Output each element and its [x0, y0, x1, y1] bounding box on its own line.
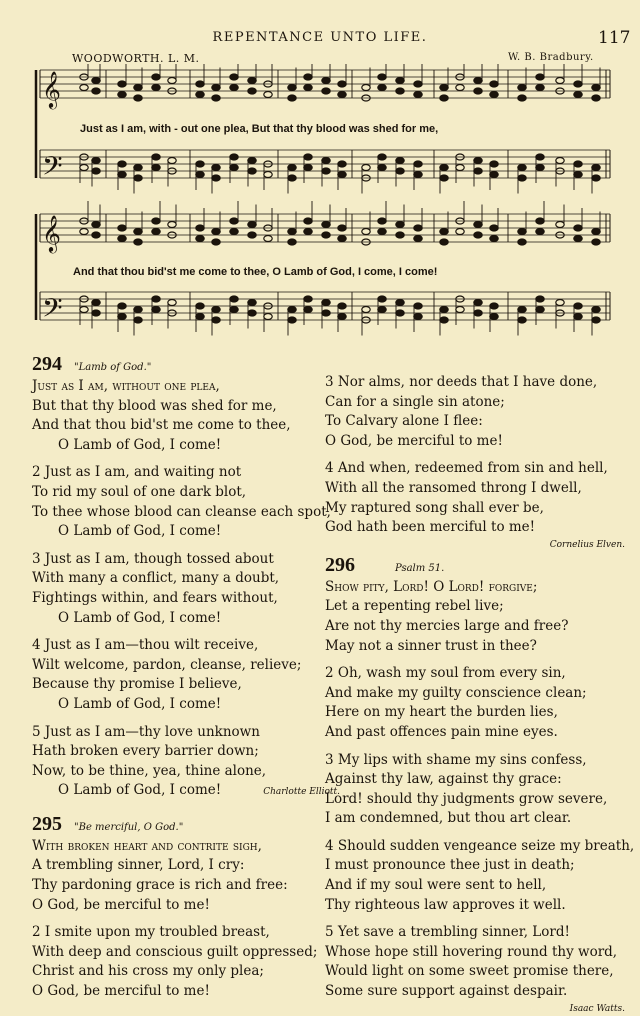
page-number: 117	[598, 28, 631, 48]
verse-line: And make my guilty conscience clean;	[325, 684, 587, 701]
verse-line: But that thy blood was shed for me,	[32, 397, 277, 414]
verse-line: And if my soul were sent to hell,	[325, 877, 547, 894]
verse-line: O Lamb of God, I come!	[58, 695, 222, 712]
verse-line: With deep and conscious guilt oppressed;	[32, 943, 318, 960]
verse-line: 3 Just as I am, though tossed about	[32, 550, 274, 567]
verse-line: 2 Oh, wash my soul from every sin,	[325, 665, 566, 682]
hymn-294-stanza-1	[32, 377, 332, 455]
right-column	[325, 373, 635, 1016]
hymn-296-stanza-2	[325, 664, 625, 742]
hymn-295-stanza-3	[325, 373, 625, 451]
verse-line: To rid my soul of one dark blot,	[32, 483, 247, 500]
verse-line: Some sure support against despair.	[325, 983, 568, 1000]
verse-line: Wilt welcome, pardon, cleanse, relieve;	[32, 656, 302, 673]
verse-line: My raptured song shall ever be,	[325, 499, 544, 516]
hymn-296-author: Isaac Watts.	[569, 1003, 625, 1014]
hymn-294-author: Charlotte Elliott.	[263, 787, 340, 798]
verse-line: Hath broken every barrier down;	[32, 743, 259, 760]
hymn-294-stanza-2	[32, 463, 332, 541]
lyric-line-1: Just as I am, with - out one plea, But that thy blood was shed for me,	[80, 123, 439, 135]
verse-line: Lord! should thy judgments grow severe,	[325, 790, 608, 807]
hymn-295-stanza-4	[325, 459, 625, 537]
hymn-296-stanza-5	[325, 923, 625, 1001]
verse-line: 4 Just as I am—thou wilt receive,	[32, 637, 259, 654]
verse-line: And that thou bid'st me come to thee,	[32, 417, 291, 434]
verse-line: O God, be merciful to me!	[32, 983, 210, 1000]
verse-line: Because thy promise I believe,	[32, 676, 242, 693]
verse-line: O Lamb of God, I come!	[58, 523, 222, 540]
verse-line: O Lamb of God, I come!	[58, 609, 222, 626]
verse-line: 5 Just as I am—thy love unknown	[32, 723, 260, 740]
verse-line: May not a sinner trust in thee?	[325, 637, 537, 654]
music-score	[30, 64, 620, 349]
hymn-296-stanza-1	[325, 578, 625, 656]
verse-text: O Lamb of God, I come!	[58, 782, 222, 799]
hymn-295-heading	[32, 813, 332, 837]
verse-line: To Calvary alone I flee:	[325, 413, 483, 430]
verse-line: 4 And when, redeemed from sin and hell,	[325, 460, 608, 477]
verse-line: 5 Yet save a trembling sinner, Lord!	[325, 924, 570, 941]
verse-line: God hath been merciful to me!	[325, 519, 536, 536]
svg-text:𝄢: 𝄢	[42, 292, 63, 330]
verse-line: With all the ransomed throng I dwell,	[325, 479, 582, 496]
running-head: REPENTANCE UNTO LIFE.	[212, 30, 428, 45]
verse-line: Can for a single sin atone;	[325, 393, 505, 410]
hymn-294-number: 294	[32, 353, 62, 375]
hymn-294-heading	[32, 353, 332, 377]
hymn-294-stanza-5	[32, 723, 340, 801]
verse-line: 2 I smite upon my troubled breast,	[32, 924, 270, 941]
svg-text:𝄞: 𝄞	[42, 70, 61, 108]
verse-line: 4 Should sudden vengeance seize my breath,	[325, 837, 635, 854]
verse-line: Christ and his cross my only plea;	[32, 963, 264, 980]
verse-line: Whose hope still hovering round thy word,	[325, 943, 618, 960]
hymn-294-subtitle: "Lamb of God."	[74, 362, 152, 373]
verse-line: A trembling sinner, Lord, I cry:	[32, 857, 245, 874]
verse-line: 3 Nor alms, nor deeds that I have done,	[325, 374, 598, 390]
verse-line: Just as I am, without one plea,	[32, 378, 220, 394]
hymn-296-stanza-3	[325, 751, 625, 829]
hymn-296-number: 296	[325, 553, 355, 576]
verse-line: Here on my heart the burden lies,	[325, 704, 558, 721]
verse-line: With broken heart and contrite sigh,	[32, 837, 262, 854]
verse-line: Would light on some sweet promise there,	[325, 963, 614, 980]
hymn-294-stanza-3	[32, 550, 332, 628]
svg-text:𝄞: 𝄞	[42, 214, 61, 252]
hymn-295-number: 295	[32, 812, 62, 835]
verse-line: O God, be merciful to me!	[325, 432, 503, 449]
verse-line: I am condemned, but thou art clear.	[325, 810, 572, 827]
verse-line: I must pronounce thee just in death;	[325, 857, 575, 874]
verse-line: 2 Just as I am, and waiting not	[32, 464, 242, 481]
verse-line: O Lamb of God, I come!	[58, 436, 222, 453]
hymn-295-stanza-1	[32, 837, 332, 915]
hymn-295-author: Cornelius Elven.	[549, 539, 625, 550]
composer-credit: W. B. Bradbury.	[508, 52, 594, 63]
verse-line: 3 My lips with shame my sins confess,	[325, 751, 587, 768]
verse-line: O God, be merciful to me!	[32, 896, 210, 913]
verse-line: Against thy law, against thy grace:	[325, 771, 562, 788]
verse-line: Now, to be thine, yea, thine alone,	[32, 762, 267, 779]
hymn-296-heading	[325, 554, 625, 578]
hymn-296-stanza-4	[325, 837, 635, 915]
verse-line: Let a repenting rebel live;	[325, 598, 504, 615]
verse-line	[32, 781, 340, 801]
verse-line: Are not thy mercies large and free?	[325, 617, 569, 634]
hymn-295-subtitle: "Be merciful, O God."	[74, 821, 184, 833]
verse-line: Fightings within, and fears without,	[32, 589, 278, 606]
hymn-294-stanza-4	[32, 636, 332, 714]
verse-line: Thy pardoning grace is rich and free:	[32, 877, 288, 894]
hymn-296-subtitle: Psalm 51.	[395, 562, 445, 574]
verse-line: Thy righteous law approves it well.	[325, 896, 566, 913]
verse-line: And past offences pain mine eyes.	[325, 723, 558, 740]
tune-name: WOODWORTH. L. M.	[72, 52, 200, 65]
verse-line: To thee whose blood can cleanse each spot,	[32, 503, 331, 520]
verse-line: Show pity, Lord! O Lord! forgive;	[325, 578, 538, 595]
verse-line: With many a conflict, many a doubt,	[32, 570, 280, 587]
lyric-line-2: And that thou bid'st me come to thee, O Lamb of God, I come, I come!	[73, 266, 438, 278]
svg-text:𝄢: 𝄢	[42, 150, 63, 188]
hymn-295-stanza-2	[32, 923, 332, 1001]
